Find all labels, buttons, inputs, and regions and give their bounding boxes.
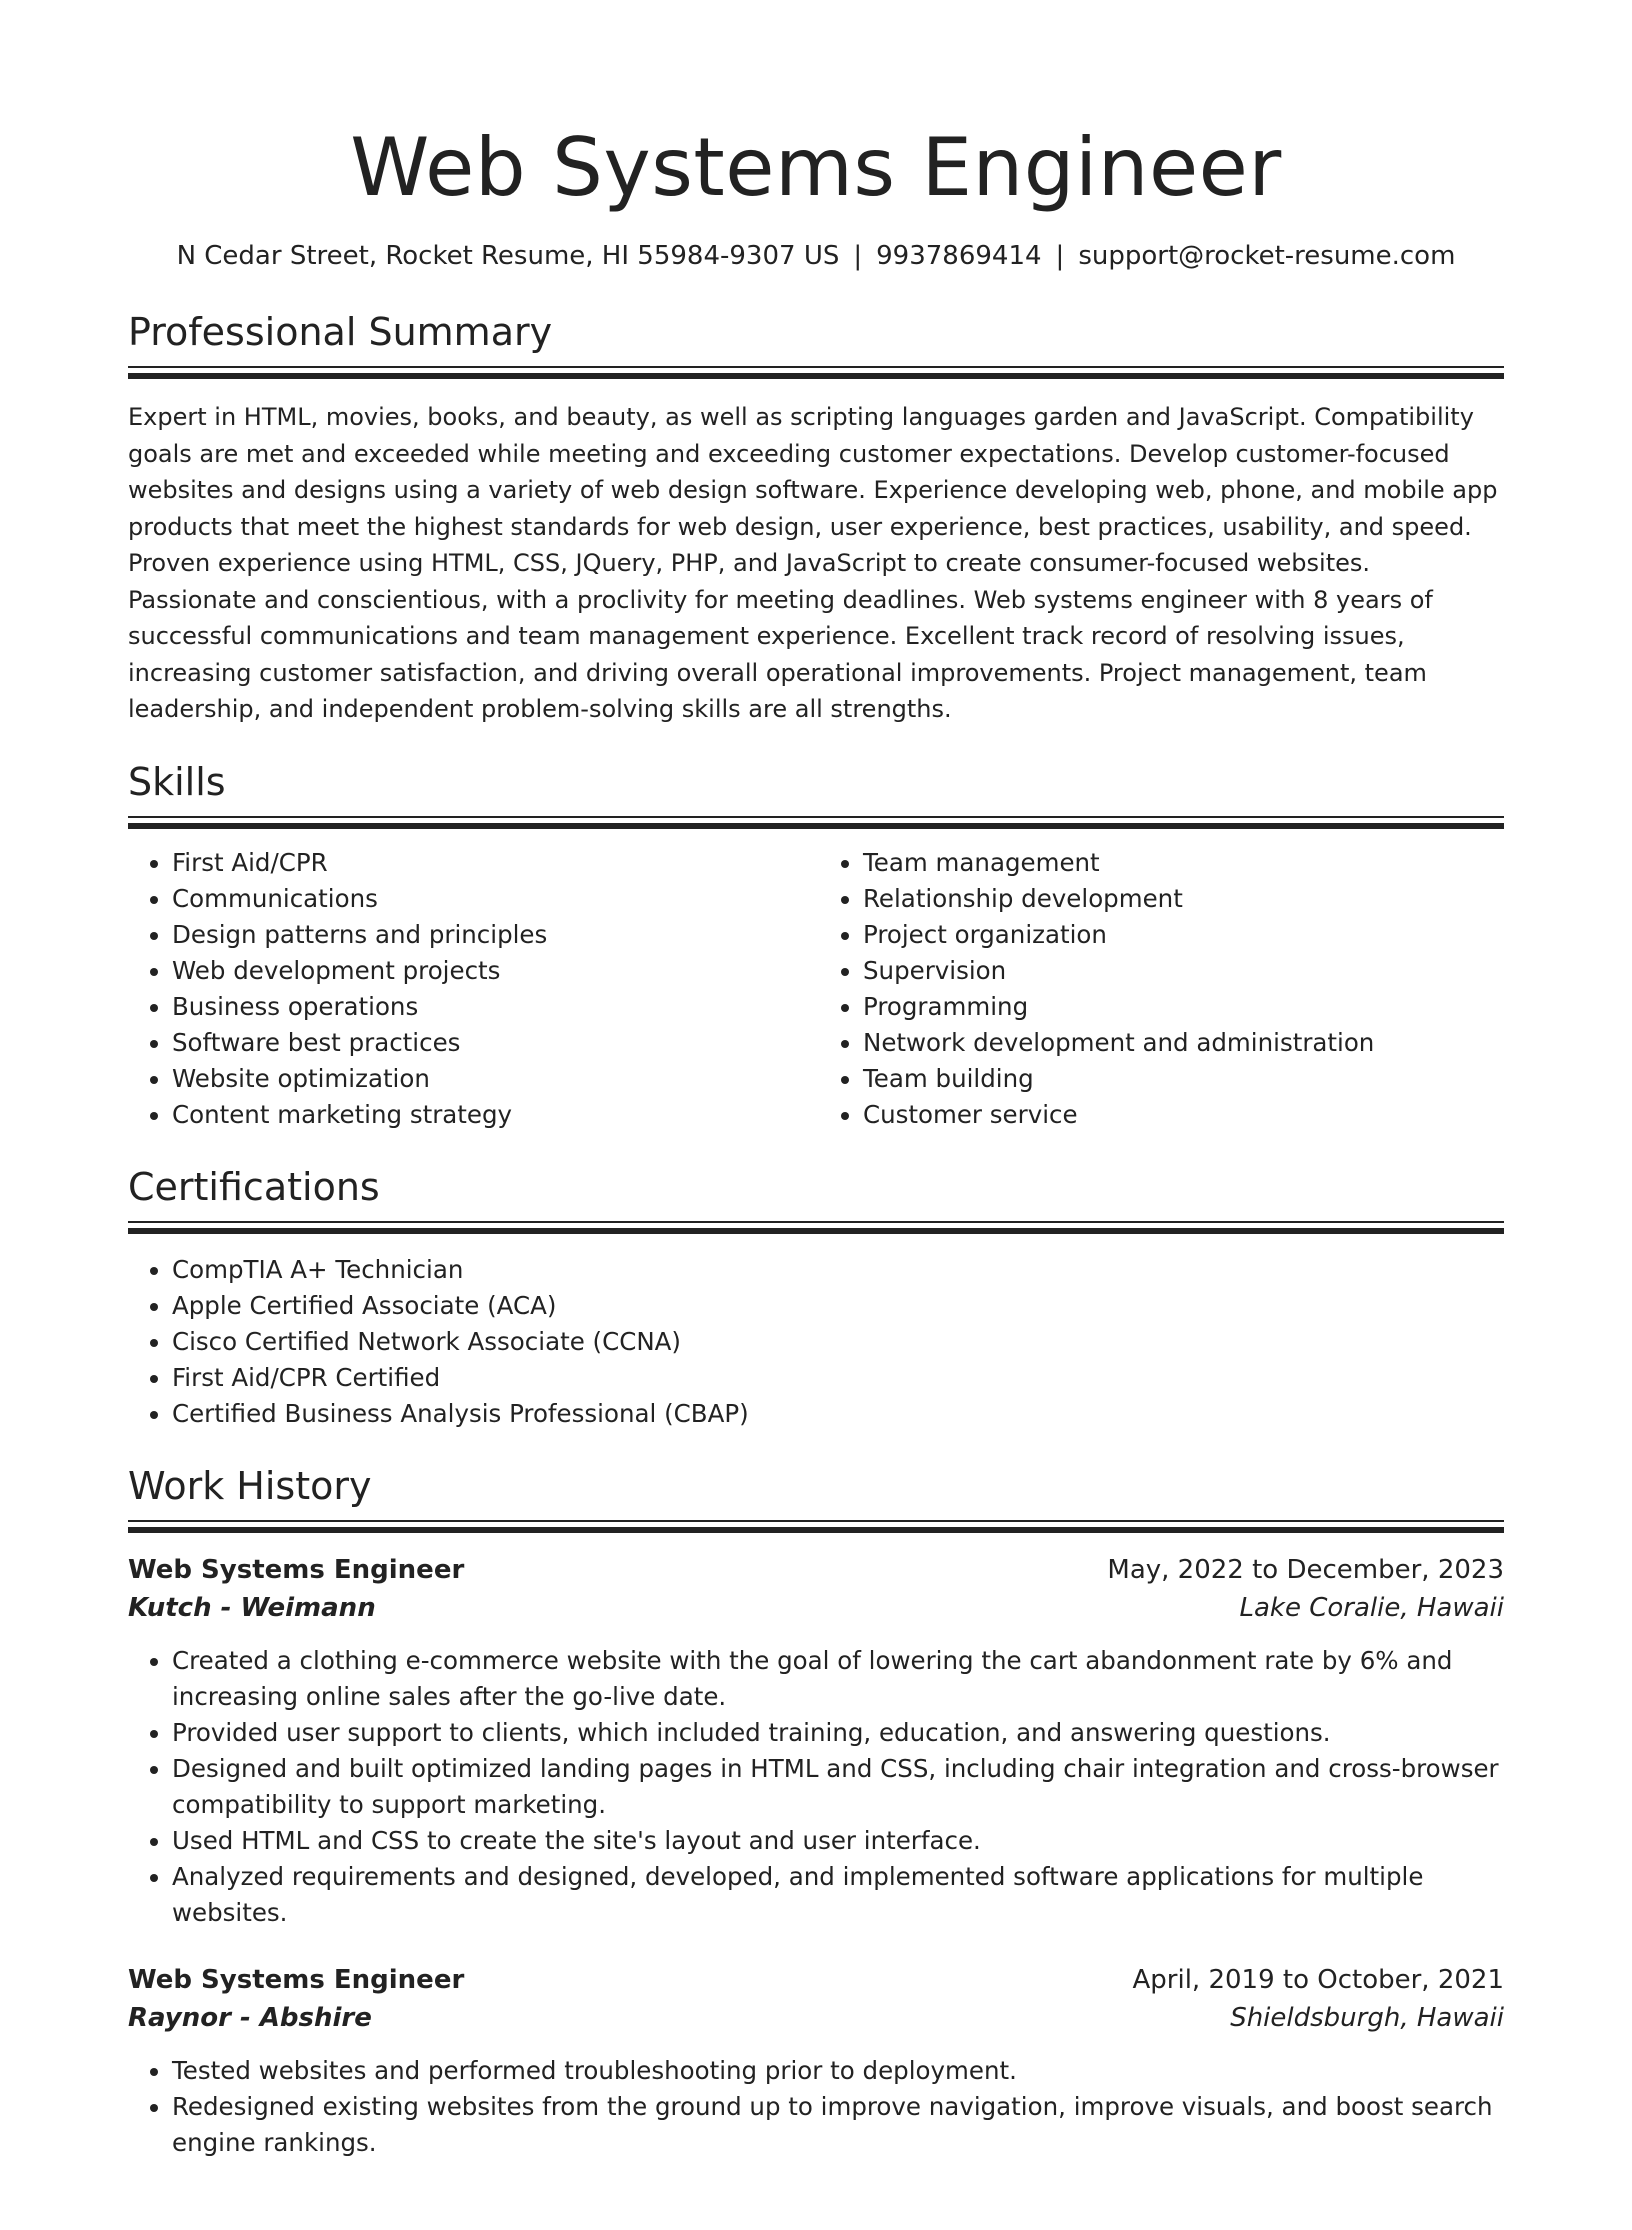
- list-item: • Cisco Certified Network Associate (CCNA): [172, 1324, 1504, 1360]
- skills-list-left: [128, 845, 813, 1133]
- contact-line: [128, 238, 1504, 274]
- summary-text: Expert in HTML, movies, books, and beauty, as well as scripting languages garden and JavaScript. Compatibility goals are met and exceeded while meeting and exceeding customer expectations. Develop customer-focused websites and designs using a variety of web design software. Experience developing web, phone, and mobile app products that meet the highest standards for web design, user experience, best practices, usability, and speed. Proven experience using HTML, CSS, JQuery, PHP, and JavaScript to create consumer-focused websites. Passionate and conscientious, with a proclivity for meeting deadlines. Web systems engineer with 8 years of successful communications and team management experience. Excellent track record of resolving issues, increasing customer satisfaction, and driving overall operational improvements. Project management, team leadership, and independent problem-solving skills are all strengths.: [128, 403, 1498, 723]
- job-dates: May, 2022 to December, 2023: [1107, 1554, 1504, 1585]
- contact-email: support@rocket-resume.com: [1078, 241, 1456, 271]
- list-item: • Programming: [863, 989, 1504, 1025]
- job-bullet-list: [128, 1643, 1504, 1931]
- contact-phone: 9937869414: [876, 241, 1042, 271]
- contact-address: N Cedar Street, Rocket Resume, HI 55984-9307 US: [176, 241, 840, 271]
- section-title-work-history: Work History: [128, 1463, 372, 1508]
- section-title-skills: Skills: [128, 759, 226, 804]
- section-work-history: [128, 1462, 1504, 2161]
- certifications-list: [128, 1252, 1504, 1432]
- section-divider: [128, 1520, 1504, 1535]
- job-company: Raynor - Abshire: [128, 2002, 372, 2033]
- list-item: • Designed and built optimized landing pages in HTML and CSS, including chair integration and cross-browser compatibility to support marketing.: [172, 1751, 1504, 1823]
- job-bullet-list: [128, 2053, 1504, 2161]
- job-title: Web Systems Engineer: [128, 1554, 465, 1585]
- job-subheader: [128, 1589, 1504, 1627]
- section-title-certifications: Certifications: [128, 1164, 380, 1209]
- job-header: [128, 1551, 1504, 1589]
- list-item: • Supervision: [863, 953, 1504, 989]
- list-item: • Business operations: [172, 989, 813, 1025]
- job-subheader: [128, 1999, 1504, 2037]
- skills-columns: [128, 845, 1504, 1133]
- list-item: • Certified Business Analysis Professional (CBAP): [172, 1396, 1504, 1432]
- job-dates: April, 2019 to October, 2021: [1132, 1964, 1504, 1995]
- contact-separator: |: [853, 241, 863, 271]
- section-divider: [128, 1221, 1504, 1236]
- section-divider: [128, 366, 1504, 381]
- list-item: • Website optimization: [172, 1061, 813, 1097]
- job-entry: [128, 1961, 1504, 2161]
- list-item: • Tested websites and performed troubleshooting prior to deployment.: [172, 2053, 1504, 2089]
- list-item: • Used HTML and CSS to create the site's layout and user interface.: [172, 1823, 1504, 1859]
- section-summary: [128, 308, 1504, 728]
- list-item: • Network development and administration: [863, 1025, 1504, 1061]
- list-item: • Relationship development: [863, 881, 1504, 917]
- list-item: • Provided user support to clients, which included training, education, and answering questions.: [172, 1715, 1504, 1751]
- skills-list-right: [813, 845, 1504, 1133]
- list-item: • Created a clothing e-commerce website with the goal of lowering the cart abandonment rate by 6% and increasing online sales after the go-live date.: [172, 1643, 1504, 1715]
- list-item: • First Aid/CPR Certified: [172, 1360, 1504, 1396]
- list-item: • CompTIA A+ Technician: [172, 1252, 1504, 1288]
- list-item: • Software best practices: [172, 1025, 813, 1061]
- list-item: • Customer service: [863, 1097, 1504, 1133]
- section-certifications: [128, 1163, 1504, 1432]
- job-title: Web Systems Engineer: [128, 1964, 465, 1995]
- page-title: Web Systems Engineer: [350, 121, 1282, 214]
- job-location: Lake Coralie, Hawaii: [1239, 1592, 1504, 1623]
- section-divider: [128, 816, 1504, 831]
- contact-separator: |: [1055, 241, 1065, 271]
- job-entry: [128, 1551, 1504, 1931]
- resume-page: [0, 118, 1632, 2230]
- list-item: • Communications: [172, 881, 813, 917]
- job-header: [128, 1961, 1504, 1999]
- job-company: Kutch - Weimann: [128, 1592, 376, 1623]
- job-location: Shieldsburgh, Hawaii: [1230, 2002, 1504, 2033]
- list-item: • Web development projects: [172, 953, 813, 989]
- list-item: • Team building: [863, 1061, 1504, 1097]
- list-item: • Redesigned existing websites from the ground up to improve navigation, improve visuals, and boost search engine rankings.: [172, 2089, 1504, 2161]
- section-title-summary: Professional Summary: [128, 310, 553, 354]
- list-item: • Team management: [863, 845, 1504, 881]
- section-skills: [128, 758, 1504, 1133]
- list-item: • First Aid/CPR: [172, 845, 813, 881]
- list-item: • Project organization: [863, 917, 1504, 953]
- list-item: • Design patterns and principles: [172, 917, 813, 953]
- list-item: • Content marketing strategy: [172, 1097, 813, 1133]
- list-item: • Apple Certified Associate (ACA): [172, 1288, 1504, 1324]
- list-item: • Analyzed requirements and designed, developed, and implemented software applications for multiple websites.: [172, 1859, 1504, 1931]
